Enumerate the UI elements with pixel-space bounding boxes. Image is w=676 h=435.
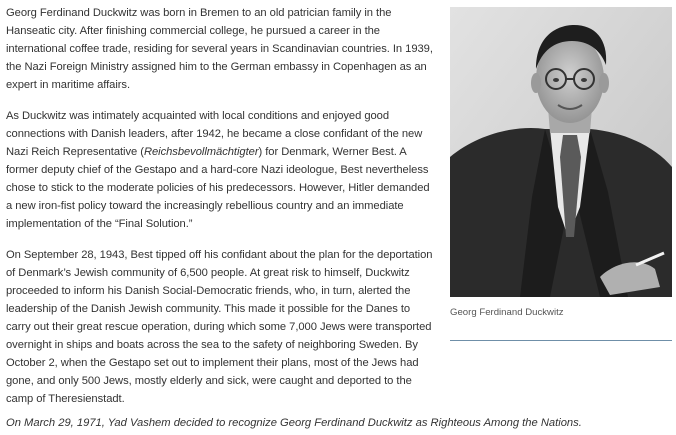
recognition-statement: On March 29, 1971, Yad Vashem decided to recognize Georg Ferdinand Duckwitz as Righteous Among the Nations. <box>6 417 582 429</box>
portrait-caption: Georg Ferdinand Duckwitz <box>450 307 564 318</box>
paragraph-text: On September 28, 1943, Best tipped off his confidant about the plan for the deportation of Denmark’s Jewish community of 6,500 people. At great risk to himself, Duckwitz proceeded to inform his Danish Social-Democratic friends, who, in turn, alerted the leadership of the Danish Jewish community. This made it possible for the Danes to carry out their great rescue operation, during which some 7,000 Jews were transported overnight in ships and boats across the sea to the safety of neighboring Sweden. By October 2, when the Gestapo set out to implement their plans, most of the Jews had gone, and only 500 Jews, mostly elderly and sick, were caught and deported to the camp of Theresienstadt. <box>6 249 433 405</box>
article-text <box>6 4 436 421</box>
portrait-image <box>450 7 672 297</box>
paragraph-text: Georg Ferdinand Duckwitz was born in Bremen to an old patrician family in the Hanseatic city. After finishing commercial college, he pursued a career in the international coffee trade, residing for several years in Scandinavian countries. In 1939, the Nazi Foreign Ministry assigned him to the German embassy in Copenhagen as an expert in maritime affairs. <box>6 7 433 91</box>
paragraph-rescue <box>6 246 436 408</box>
portrait-photo <box>450 7 672 297</box>
portrait-figure <box>450 7 672 320</box>
paragraph-text: ) for Denmark, Werner Best. A former deputy chief of the Gestapo and a hard-core Nazi ideologue, Best nevertheless chose to stick to the moderate policies of his predecessors. However, Hitler demanded a new iron-fist policy toward the increasingly rebellious country and an immediate implementation of the “Final Solution.” <box>6 146 430 230</box>
caption-divider <box>450 340 672 341</box>
german-term: Reichsbevollmächtigter <box>143 146 259 158</box>
paragraph-text: As Duckwitz was intimately acquainted with local conditions and enjoyed good connections with Danish leaders, after 1942, he became a close confidant of the new Nazi Reich Representative ( <box>6 110 423 158</box>
paragraph-biography <box>6 4 436 94</box>
paragraph-confidant <box>6 107 436 233</box>
